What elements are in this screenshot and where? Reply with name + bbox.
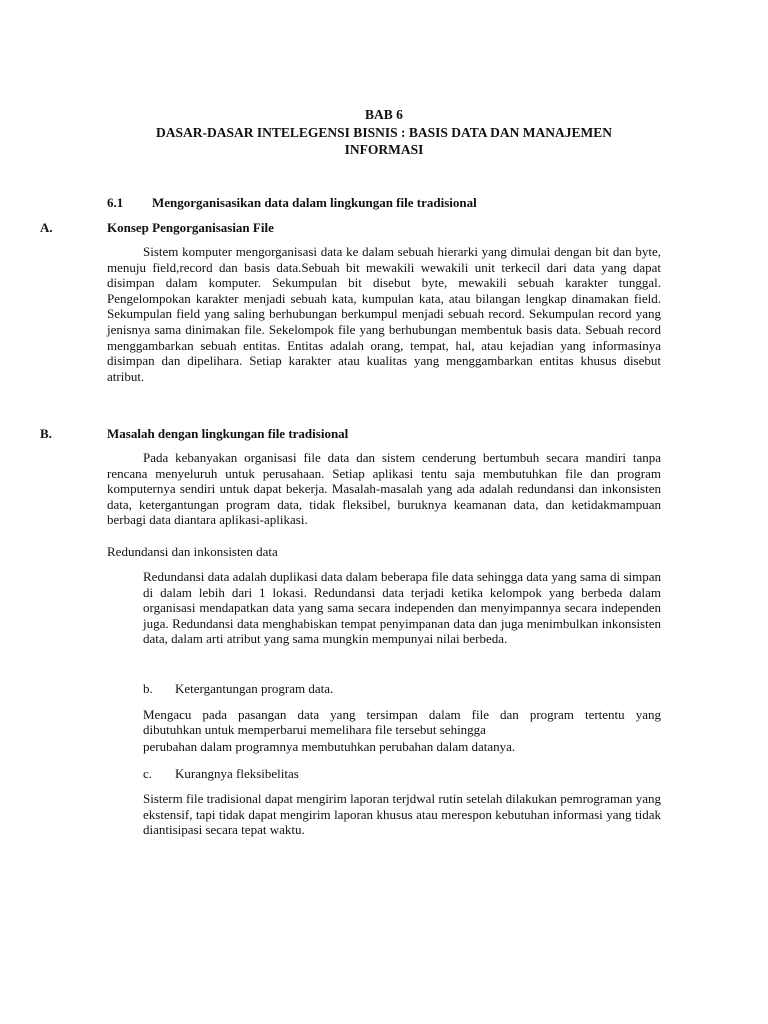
problem-c-body: Sisterm file tradisional dapat mengirim laporan terjdwal rutin setelah dilakukan pemrograman yang ekstensif, tapi tidak dapat mengirim laporan khusus atau merespon kebutuhan informasi yang tidak diantisipasi secara tepat waktu. [143, 791, 661, 838]
problem-c-label: c. [143, 766, 153, 781]
problem-b-body-line-3: perubahan dalam programnya membutuhkan perubahan dalam datanya. [143, 739, 516, 754]
section-number: 6.1 [107, 195, 124, 210]
chapter-label: BAB 6 [365, 107, 403, 122]
subsection-b-body [107, 450, 661, 528]
subsection-a-title: Konsep Pengorganisasian File [107, 220, 274, 235]
chapter-title-line-2: INFORMASI [344, 142, 424, 157]
problem-b-body-line-1: Mengacu pada pasangan data yang tersimpan dalam file dan program tertentu yang [143, 707, 661, 722]
subsection-a-body-text: Sistem komputer mengorganisasi data ke dalam sebuah hierarki yang dimulai dengan bit dan byte, menuju field,record dan basis data.Sebuah bit mewakili wewakili unit terkecil dari data yang dapat disimpan dalam komputer. Sekumpulan bit disebut byte, mewakili sebuah karakter tunggal. Pengelompokan karakter menjadi sebuah kata, kumpulan kata, atau bilangan lengkap dinamakan field. Sekumpulan field yang saling berhubungan berkumpul menjadi sebuah record. Sekumpulan record yang jenisnya sama dinimakan file. Sekelompok file yang berhubungan membentuk basis data. Sebuah record menggambarkan sebuah entitas. Entitas adalah orang, tempat, hal, atau kejadian yang informasinya disimpan dan dipelihara. Setiap karakter atau kualitas yang menggambarkan entitas khusus disebut atribut. [107, 244, 661, 384]
section-title: Mengorganisasikan data dalam lingkungan file tradisional [152, 195, 477, 210]
subsection-b-label: B. [40, 426, 52, 441]
problem-c-title: Kurangnya fleksibelitas [175, 766, 299, 781]
problem-a-body: Redundansi data adalah duplikasi data dalam beberapa file data sehingga data yang sama di simpan di dalam lebih dari 1 lokasi. Redundansi data terjadi ketika kelompok yang berbeda dalam organisasi mendapatkan data yang sama secara independen dan menyimpannya secara independen juga. Redundansi data menghabiskan tempat penyimpanan data dan juga menimbulkan inkonsisten data, dalam arti atribut yang sama mungkin mempunyai nilai berbeda. [143, 569, 661, 647]
subsection-a-label: A. [40, 220, 53, 235]
subsection-b-title: Masalah dengan lingkungan file tradisional [107, 426, 349, 441]
chapter-title-line-1: DASAR-DASAR INTELEGENSI BISNIS : BASIS DATA DAN MANAJEMEN [156, 125, 612, 140]
problem-b-body-line-2: dibutuhkan untuk memperbarui memelihara file tersebut sehingga [143, 722, 486, 737]
subsection-b-body-text: Pada kebanyakan organisasi file data dan sistem cenderung bertumbuh secara mandiri tanpa rencana menyeluruh untuk perusahaan. Setiap aplikasi tentu saja membutuhkan file dan program komputernya sendiri untuk dapat bekerja. Masalah-masalah yang ada adalah redundansi dan inkonsisten data, ketergantungan program data, tidak fleksibel, buruknya keamanan data, dan ketidakmampuan berbagi data diantara aplikasi-aplikasi. [107, 450, 661, 528]
problem-b-label: b. [143, 681, 153, 696]
problem-a-title: Redundansi dan inkonsisten data [107, 544, 278, 559]
problem-b-title: Ketergantungan program data. [175, 681, 334, 696]
subsection-a-body [107, 244, 661, 384]
